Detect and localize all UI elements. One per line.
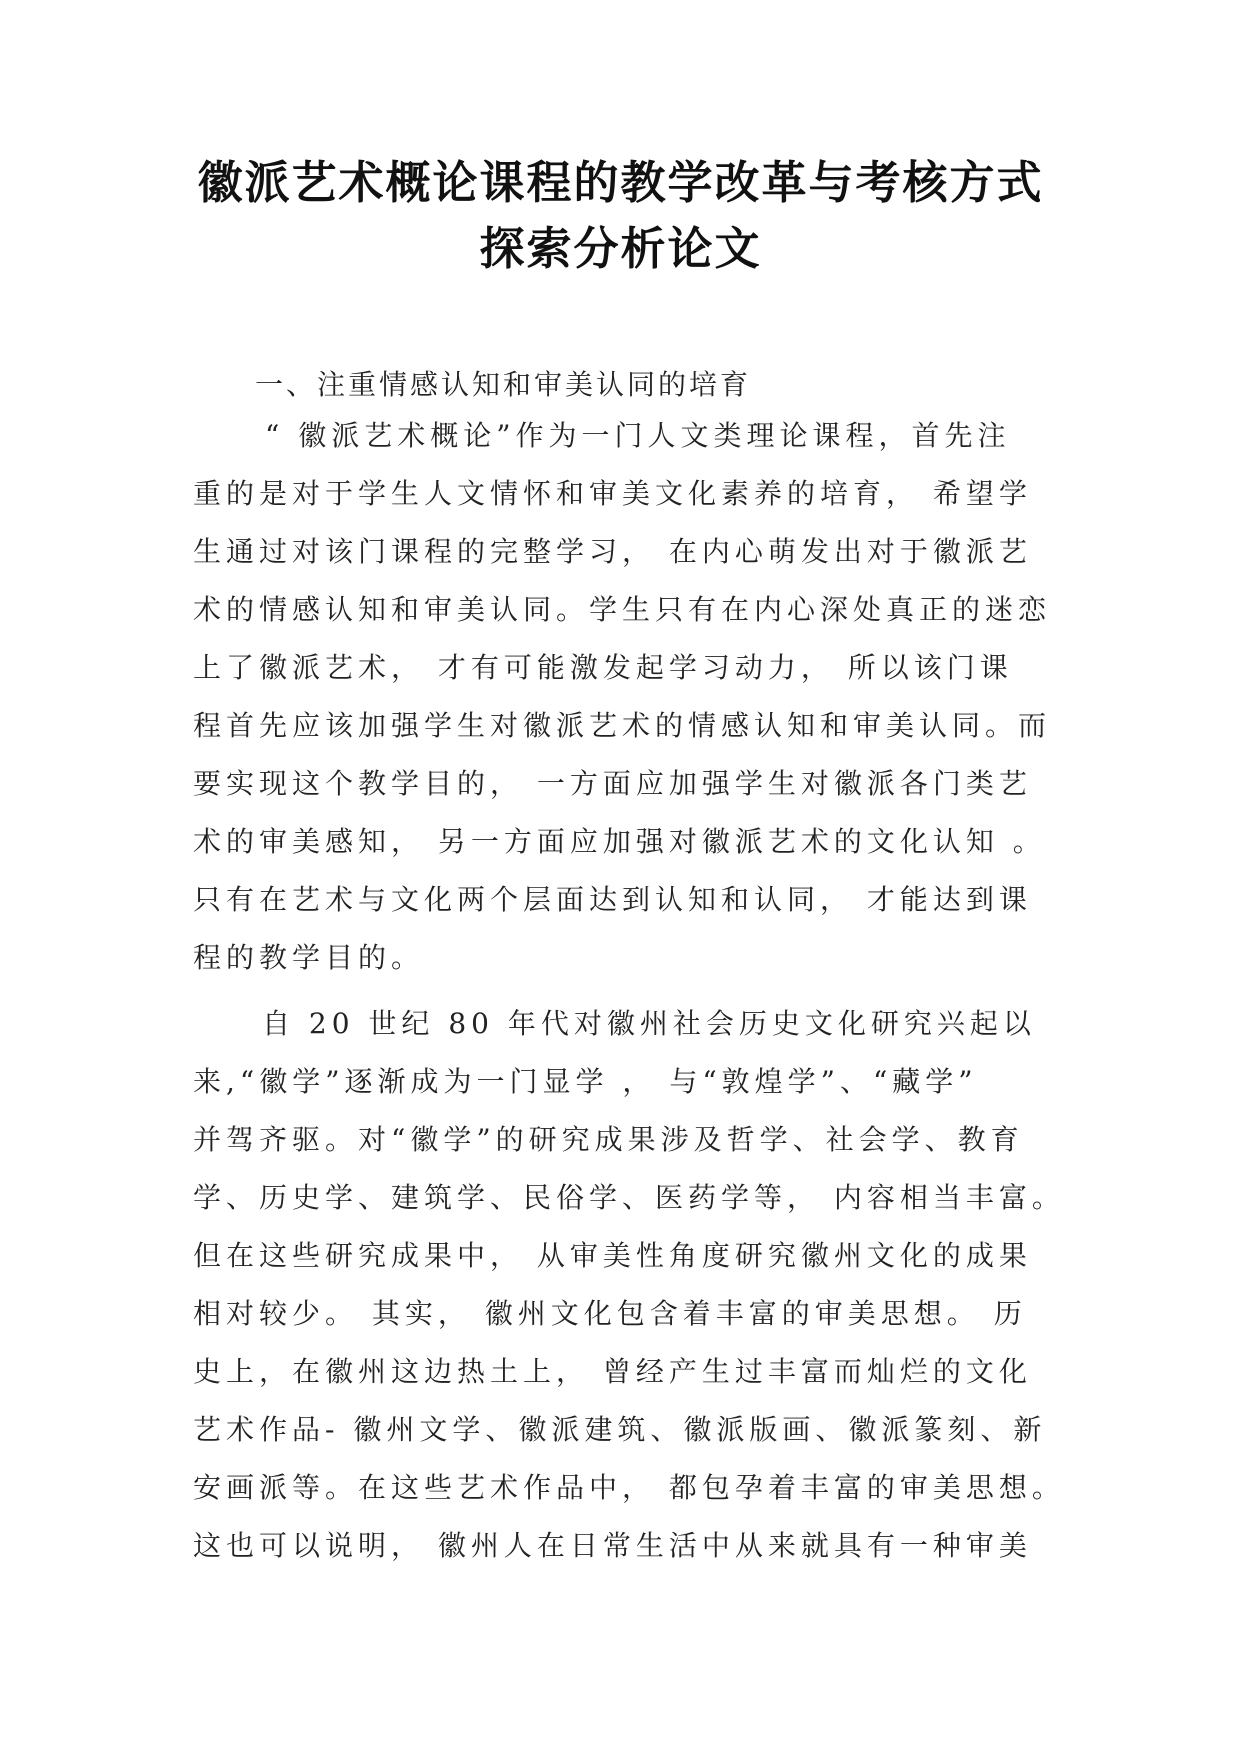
paragraph-1-line: 术的审美感知， 另一方面应加强对徽派艺术的文化认知 。 — [193, 825, 1046, 858]
section-heading: 一、注重情感认知和审美认同的培育 — [255, 368, 752, 401]
paragraph-2-line: 安画派等。在这些艺术作品中， 都包孕着丰富的审美思想。 — [193, 1471, 1065, 1504]
paragraph-1-line: 程首先应该加强学生对徽派艺术的情感认知和审美认同。而 — [193, 709, 1052, 742]
paragraph-1-line: 术的情感认知和审美认同。学生只有在内心深处真正的迷恋 — [193, 593, 1052, 626]
paragraph-1-line: 要实现这个教学目的， 一方面应加强学生对徽派各门类艺 — [193, 767, 1032, 800]
paragraph-2-line: 相对较少。 其实， 徽州文化包含着丰富的审美思想。 历 — [193, 1297, 1027, 1330]
paragraph-2-line: 自 20 世纪 80 年代对徽州社会历史文化研究兴起以 — [262, 1007, 1036, 1040]
paragraph-1-line: 生通过对该门课程的完整学习， 在内心萌发出对于徽派艺 — [193, 535, 1032, 568]
document-title-line-2: 探索分析论文 — [479, 222, 762, 275]
paragraph-2-line: 来,“徽学”逐渐成为一门显学 ， 与“敦煌学”、“藏学” — [193, 1065, 978, 1098]
paragraph-2-line: 史上，在徽州这边热土上， 曾经产生过丰富而灿烂的文化 — [193, 1355, 1032, 1388]
paragraph-1-line: “ 徽派艺术概论”作为一门人文类理论课程，首先注 — [265, 419, 1011, 452]
paragraph-2-line: 学、历史学、建筑学、民俗学、医药学等， 内容相当丰富。 — [193, 1181, 1065, 1214]
paragraph-2-line: 但在这些研究成果中， 从审美性角度研究徽州文化的成果 — [193, 1239, 1032, 1272]
paragraph-1-line: 上了徽派艺术， 才有可能激发起学习动力， 所以该门课 — [193, 651, 1013, 684]
document-title-line-1: 徽派艺术概论课程的教学改革与考核方式 — [197, 156, 1044, 209]
paragraph-2-line: 这也可以说明， 徽州人在日常生活中从来就具有一种审美 — [193, 1529, 1032, 1562]
paragraph-2-line: 艺术作品- 徽州文学、徽派建筑、徽派版画、徽派篆刻、新 — [193, 1413, 1047, 1446]
paragraph-2-line: 并驾齐驱。对“徽学”的研究成果涉及哲学、社会学、教育 — [193, 1123, 1024, 1156]
paragraph-1-line: 程的教学目的。 — [193, 941, 425, 974]
paragraph-1-line: 只有在艺术与文化两个层面达到认知和认同， 才能达到课 — [193, 883, 1032, 916]
paragraph-1-line: 重的是对于学生人文情怀和审美文化素养的培育， 希望学 — [193, 477, 1032, 510]
